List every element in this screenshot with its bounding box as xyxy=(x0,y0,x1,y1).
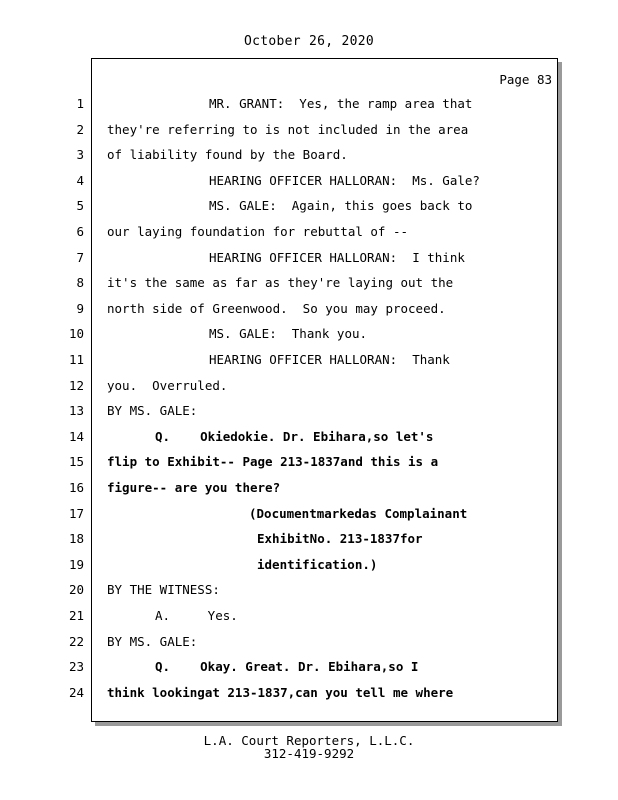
transcript-line xyxy=(0,122,618,148)
transcript-line xyxy=(0,634,618,660)
line-text: BY MS. GALE: xyxy=(107,633,198,649)
line-text: think lookingat 213-1837,can you tell me where xyxy=(107,684,454,700)
transcript-line xyxy=(0,173,618,199)
line-number: 8 xyxy=(76,275,84,291)
line-text: (Documentmarkedas Complainant xyxy=(249,505,468,521)
line-text: HEARING OFFICER HALLORAN: Thank xyxy=(209,352,450,367)
line-text: Q. Okay. Great. Dr. Ebihara,so I xyxy=(155,659,419,675)
transcript-line xyxy=(0,531,618,557)
line-text: BY MS. GALE: xyxy=(107,403,198,419)
transcript-line xyxy=(0,685,618,711)
line-text: MS. GALE: Again, this goes back to xyxy=(209,198,473,214)
transcript-line xyxy=(0,608,618,634)
line-text: flip to Exhibit-- Page 213-1837and this is a xyxy=(107,454,439,470)
transcript-line xyxy=(0,429,618,455)
line-number: 10 xyxy=(68,326,84,342)
transcript-line xyxy=(0,506,618,532)
line-text: they're referring to is not included in the area xyxy=(107,121,469,137)
line-number: 16 xyxy=(68,480,84,495)
line-number: 4 xyxy=(76,172,84,188)
line-text: north side of Greenwood. So you may proceed. xyxy=(107,300,446,316)
line-number: 11 xyxy=(68,352,84,367)
transcript-line xyxy=(0,275,618,301)
line-number: 9 xyxy=(76,300,84,316)
line-number: 18 xyxy=(68,531,84,547)
line-number: 12 xyxy=(68,377,84,393)
line-text: BY THE WITNESS: xyxy=(107,582,220,598)
line-text: HEARING OFFICER HALLORAN: Ms. Gale? xyxy=(209,172,480,188)
transcript-line xyxy=(0,582,618,608)
transcript-line xyxy=(0,480,618,506)
line-text: it's the same as far as they're laying out the xyxy=(107,275,454,291)
transcript-line xyxy=(0,403,618,429)
line-number: 20 xyxy=(68,582,84,598)
transcript-line xyxy=(0,557,618,583)
line-number: 22 xyxy=(68,633,84,649)
line-text: our laying foundation for rebuttal of -- xyxy=(107,224,409,239)
transcript-line xyxy=(0,96,618,122)
transcript-line xyxy=(0,147,618,173)
line-number: 17 xyxy=(68,505,84,521)
line-text: MR. GRANT: Yes, the ramp area that xyxy=(209,96,473,111)
line-number: 14 xyxy=(68,428,84,444)
line-number: 19 xyxy=(68,556,84,572)
line-number: 21 xyxy=(68,608,84,623)
transcript-line xyxy=(0,326,618,352)
transcript-date: October 26, 2020 xyxy=(243,34,375,49)
line-text: you. Overruled. xyxy=(107,377,228,393)
transcript-line xyxy=(0,352,618,378)
line-number: 23 xyxy=(68,659,84,675)
line-text: HEARING OFFICER HALLORAN: I think xyxy=(209,249,465,265)
line-text: A. Yes. xyxy=(155,608,238,623)
line-number: 6 xyxy=(76,224,84,239)
line-number: 24 xyxy=(68,684,84,700)
line-text: of liability found by the Board. xyxy=(107,147,348,163)
line-number: 2 xyxy=(76,121,84,137)
line-text: identification.) xyxy=(257,556,378,572)
line-text: figure-- are you there? xyxy=(107,480,281,495)
line-text: ExhibitNo. 213-1837for xyxy=(257,531,423,547)
line-number: 3 xyxy=(76,147,84,163)
line-text: Q. Okiedokie. Dr. Ebihara,so let's xyxy=(155,428,434,444)
transcript-line xyxy=(0,224,618,250)
footer-phone: 312-419-9292 xyxy=(263,746,355,761)
transcript-line xyxy=(0,198,618,224)
line-text: MS. GALE: Thank you. xyxy=(209,326,368,342)
transcript-line xyxy=(0,659,618,685)
line-number: 5 xyxy=(76,198,84,214)
footer-company: L.A. Court Reporters, L.L.C. xyxy=(203,733,415,748)
transcript-line xyxy=(0,250,618,276)
transcript-line xyxy=(0,454,618,480)
line-number: 7 xyxy=(76,249,84,265)
line-number: 1 xyxy=(76,96,84,111)
transcript-line xyxy=(0,378,618,404)
line-number: 15 xyxy=(68,454,84,470)
transcript-line xyxy=(0,301,618,327)
line-number: 13 xyxy=(68,403,84,419)
page-number: Page 83 xyxy=(499,72,552,87)
